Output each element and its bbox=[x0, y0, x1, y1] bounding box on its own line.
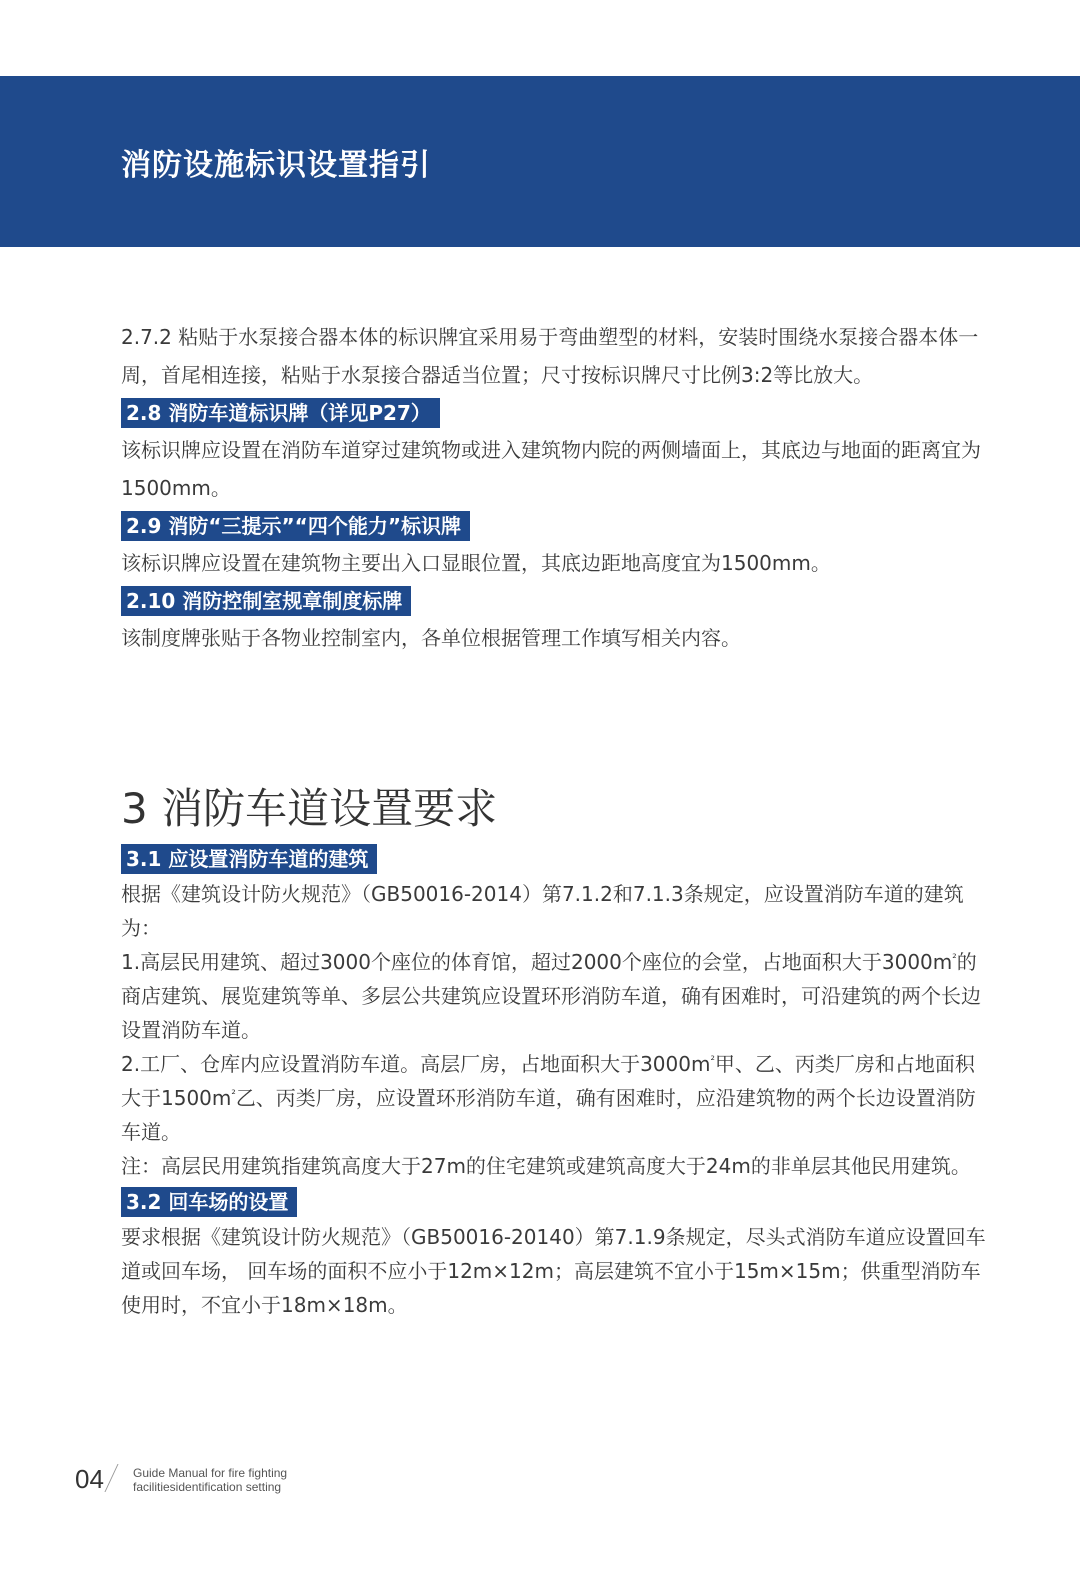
paragraph-3-1-note: 注：高层民用建筑指建筑高度大于27m的住宅建筑或建筑高度大于24m的非单层其他民用建筑。 bbox=[121, 1154, 971, 1178]
item-2-text-b: 甲、乙、丙类厂房和占地面积大于1500m bbox=[121, 1052, 975, 1110]
subheading-3-1: 3.1 应设置消防车道的建筑 bbox=[121, 844, 377, 874]
subheading-2-9: 2.9 消防“三提示”“四个能力”标识牌 bbox=[121, 511, 470, 541]
item-2-text-a: 2.工厂、仓库内应设置消防车道。高层厂房，占地面积大于3000m bbox=[121, 1052, 711, 1076]
section-3-content bbox=[121, 780, 991, 1322]
superscript-2: ² bbox=[231, 1087, 236, 1101]
footer-english-line-2: facilitiesidentification setting bbox=[133, 1480, 282, 1494]
superscript-2: ² bbox=[952, 951, 957, 965]
paragraph-2-10: 该制度牌张贴于各物业控制室内，各单位根据管理工作填写相关内容。 bbox=[121, 626, 741, 650]
section-2-content bbox=[121, 318, 991, 657]
paragraph-3-1-item-1 bbox=[121, 945, 991, 1047]
subheading-2-10: 2.10 消防控制室规章制度标牌 bbox=[121, 586, 411, 616]
footer-english-title bbox=[133, 1466, 287, 1494]
paragraph-2-8: 该标识牌应设置在消防车道穿过建筑物或进入建筑物内院的两侧墙面上，其底边与地面的距离宜为1500mm。 bbox=[121, 438, 981, 500]
subheading-2-8: 2.8 消防车道标识牌（详见P27） bbox=[121, 398, 440, 428]
superscript-2: ² bbox=[710, 1053, 715, 1067]
footer-divider bbox=[104, 1464, 118, 1492]
paragraph-3-1-item-2 bbox=[121, 1047, 991, 1149]
item-1-text-b: 的商店建筑、展览建筑等单、多层公共建筑应设置环形消防车道，确有困难时，可沿建筑的两个长边设置消防车道。 bbox=[121, 950, 981, 1042]
chapter-title: 3 消防车道设置要求 bbox=[121, 784, 498, 833]
paragraph-3-2: 要求根据《建筑设计防火规范》（GB50016-20140）第7.1.9条规定，尽头式消防车道应设置回车道或回车场， 回车场的面积不应小于12m×12m；高层建筑不宜小于15m×15m；供重型消防车使用时，不宜小于18m×18m。 bbox=[121, 1225, 986, 1317]
paragraph-2-9: 该标识牌应设置在建筑物主要出入口显眼位置，其底边距地高度宜为1500mm。 bbox=[121, 551, 831, 575]
page-number: 04 bbox=[75, 1464, 104, 1494]
paragraph-2-7-2: 2.7.2 粘贴于水泵接合器本体的标识牌宜采用易于弯曲塑型的材料，安装时围绕水泵接合器本体一周，首尾相连接，粘贴于水泵接合器适当位置；尺寸按标识牌尺寸比例3:2等比放大。 bbox=[121, 325, 979, 387]
paragraph-3-1-intro: 根据《建筑设计防火规范》（GB50016-2014）第7.1.2和7.1.3条规定，应设置消防车道的建筑为： bbox=[121, 882, 964, 940]
footer-english-line-1: Guide Manual for fire fighting bbox=[133, 1466, 288, 1480]
page-title: 消防设施标识设置指引 bbox=[121, 148, 431, 183]
subheading-3-2: 3.2 回车场的设置 bbox=[121, 1187, 297, 1217]
item-2-text-c: 乙、丙类厂房，应设置环形消防车道，确有困难时，应沿建筑物的两个长边设置消防车道。 bbox=[121, 1086, 976, 1144]
item-1-text-a: 1.高层民用建筑、超过3000个座位的体育馆，超过2000个座位的会堂，占地面积大于3000m bbox=[121, 950, 953, 974]
